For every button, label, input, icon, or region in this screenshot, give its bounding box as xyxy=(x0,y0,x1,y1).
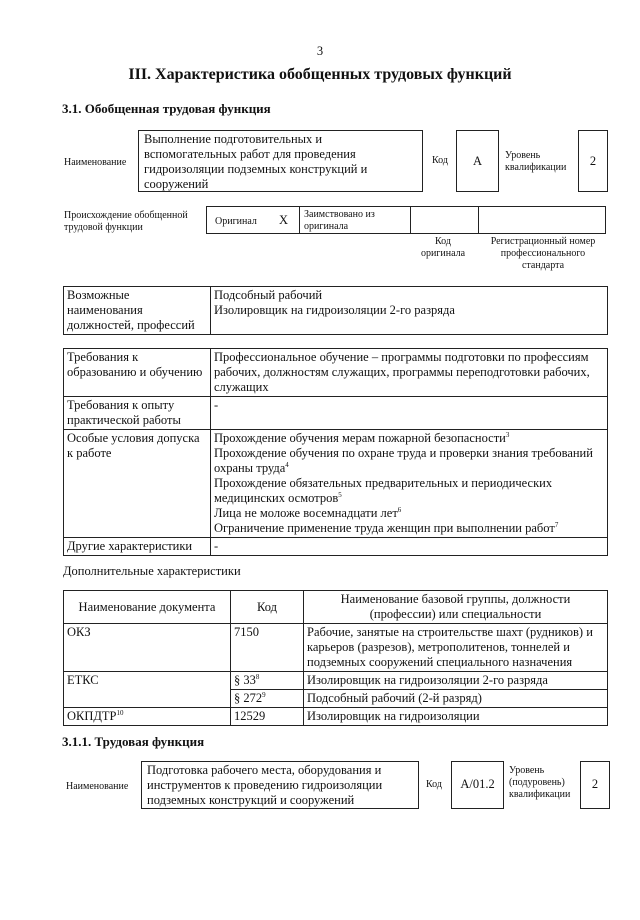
positions-label: Возможные наименования должностей, профессий xyxy=(64,287,211,335)
table-row xyxy=(64,287,608,335)
borrowed-label: Заимствовано из оригинала xyxy=(304,209,375,232)
tf-name-label: Наименование xyxy=(66,781,129,792)
original-mark: X xyxy=(279,213,289,227)
code-original-caption: Код оригинала xyxy=(420,236,466,259)
etks-code-2: § $272^9$ xyxy=(231,690,304,708)
reg-number-caption: Регистрационный номер профессионального стандарта xyxy=(490,236,596,271)
table-row xyxy=(64,624,608,672)
header-name: Наименование базовой группы, должности (профессии) или специальности xyxy=(304,591,608,624)
positions-values xyxy=(211,287,608,335)
gtf-code-label: Код xyxy=(432,155,448,166)
origin-table xyxy=(206,206,606,234)
tf-code-label: Код xyxy=(426,779,442,790)
list-item: Лица не моложе восемнадцати лет$^6$ xyxy=(214,505,402,520)
gtf-heading: 3.1. Обобщенная трудовая функция xyxy=(62,101,271,116)
okz-name: Рабочие, занятые на строительстве шахт (рудников) и карьеров (разрезов), метрополитенов, тоннелей и подземных сооружений специального назначения xyxy=(304,624,608,672)
additional-caption: Дополнительные характеристики xyxy=(63,564,241,578)
origin-divider-2 xyxy=(410,207,411,233)
tf-code-value: A/01.2 xyxy=(451,761,504,809)
gtf-level-label: Уровень квалификации xyxy=(505,150,567,173)
etks-doc: ЕТКС xyxy=(64,672,231,708)
table-header-row xyxy=(64,591,608,624)
education-value: Профессиональное обучение – программы подготовки по профессиям рабочих, должностям служащих, программы переподготовки рабочих, служащих xyxy=(211,349,608,397)
tf-level-value: 2 xyxy=(580,761,610,809)
tf-heading: 3.1.1. Трудовая функция xyxy=(62,734,205,749)
origin-label: Происхождение обобщенной трудовой функции xyxy=(64,210,188,233)
etks-code-1: § $33^8$ xyxy=(231,672,304,690)
experience-label: Требования к опыту практической работы xyxy=(64,397,211,430)
etks-name-1: Изолировщик на гидроизоляции 2-го разряда xyxy=(304,672,608,690)
experience-value: - xyxy=(211,397,608,430)
table-row xyxy=(64,672,608,690)
additional-table xyxy=(63,590,608,726)
list-item: Прохождение обязательных предварительных и периодических медицинских осмотров$^5$ xyxy=(214,476,553,505)
okpdtr-doc: ОКПДТР$^{10}$ xyxy=(64,708,231,726)
other-value: - xyxy=(211,538,608,556)
gtf-level-value: 2 xyxy=(578,130,608,192)
origin-divider-1 xyxy=(299,207,300,233)
page-number: 3 xyxy=(316,44,324,58)
special-label: Особые условия допуска к работе xyxy=(64,430,211,538)
tf-name-value: Подготовка рабочего места, оборудования и инструментов к проведению гидроизоляции подземных конструкций и сооружений xyxy=(141,761,419,809)
okz-code: 7150 xyxy=(231,624,304,672)
position-2: Изолировщик на гидроизоляции 2-го разряда xyxy=(214,303,455,317)
okz-doc: ОКЗ xyxy=(64,624,231,672)
list-item: Прохождение обучения мерам пожарной безопасности$^3$ xyxy=(214,430,510,445)
position-1: Подсобный рабочий xyxy=(214,288,323,302)
education-label: Требования к образованию и обучению xyxy=(64,349,211,397)
special-items xyxy=(211,430,608,538)
table-row xyxy=(64,708,608,726)
requirements-table xyxy=(63,348,608,556)
other-label: Другие характеристики xyxy=(64,538,211,556)
header-doc: Наименование документа xyxy=(64,591,231,624)
original-label: Оригинал xyxy=(215,216,257,227)
tf-level-label: Уровень (подуровень) квалификации xyxy=(509,765,571,800)
etks-name-2: Подсобный рабочий (2-й разряд) xyxy=(304,690,608,708)
table-row xyxy=(64,538,608,556)
gtf-name-label: Наименование xyxy=(64,157,127,168)
header-code: Код xyxy=(231,591,304,624)
gtf-code-value: А xyxy=(456,130,499,192)
table-row xyxy=(64,349,608,397)
table-row xyxy=(64,397,608,430)
positions-table xyxy=(63,286,608,335)
list-item: Ограничение применение труда женщин при выполнении работ$^7$ xyxy=(214,520,559,535)
okpdtr-code: 12529 xyxy=(231,708,304,726)
section-title: III. Характеристика обобщенных трудовых функций xyxy=(128,66,512,83)
gtf-name-value: Выполнение подготовительных и вспомогательных работ для проведения гидроизоляции подземных конструкций и сооружений xyxy=(138,130,423,192)
okpdtr-name: Изолировщик на гидроизоляции xyxy=(304,708,608,726)
origin-divider-3 xyxy=(478,207,479,233)
list-item: Прохождение обучения по охране труда и проверки знания требований охраны труда$^4$ xyxy=(214,446,593,475)
table-row xyxy=(64,430,608,538)
